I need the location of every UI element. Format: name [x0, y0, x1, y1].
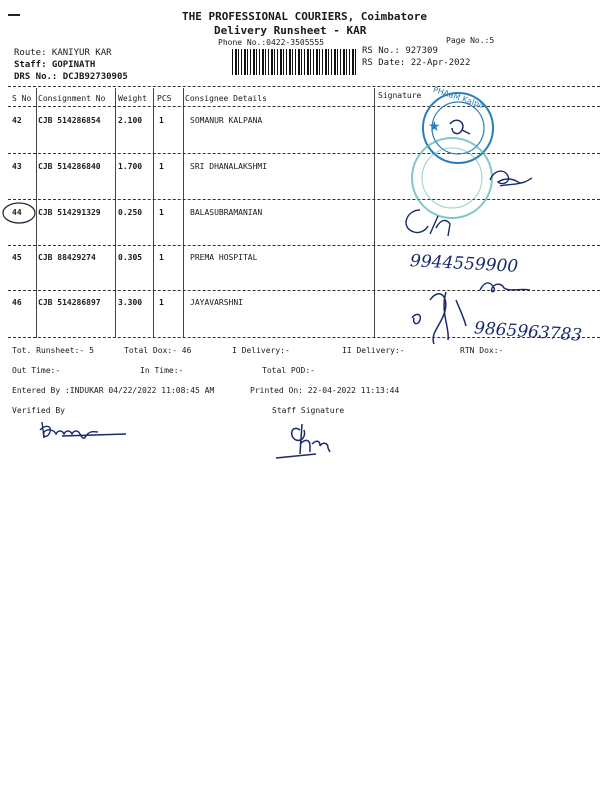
row-consignment: CJB 514286840 [38, 162, 101, 171]
row-consignee: SOMANUR KALPANA [190, 116, 263, 125]
route: Route: KANIYUR KAR [14, 48, 112, 58]
return-dox: RTN Dox:- [460, 346, 504, 355]
row-consignment: CJB 514291329 [38, 208, 101, 217]
out-time: Out Time:- [12, 366, 61, 375]
rs-number: RS No.: 927309 [362, 46, 438, 56]
phone-handwritten-46: 9865963783 [473, 318, 583, 346]
company-name: THE PROFESSIONAL COURIERS, Coimbatore [182, 10, 428, 23]
col-header-pcs: PCS [157, 94, 172, 103]
second-delivery: II Delivery:- [342, 346, 405, 355]
phone-handwritten-45: 9944559900 [409, 251, 519, 277]
row-weight: 1.700 [118, 162, 143, 171]
row-weight: 2.100 [118, 116, 143, 125]
row-pcs: 1 [159, 116, 164, 125]
col-header-sno: S No [12, 94, 32, 103]
svg-text:★: ★ [428, 119, 441, 135]
row-consignment: CJB 514286854 [38, 116, 101, 125]
page-number: Page No.:5 [446, 36, 495, 45]
row-consignee: BALASUBRAMANIAN [190, 208, 263, 217]
row-consignee: SRI DHANALAKSHMI [190, 162, 268, 171]
first-delivery: I Delivery:- [232, 346, 290, 355]
rs-date: RS Date: 22-Apr-2022 [362, 58, 471, 68]
total-pod: Total POD:- [262, 366, 315, 375]
col-header-weight: Weight [118, 94, 147, 103]
stamp-text: PHAaM Kalpa [431, 85, 485, 110]
row-sno: 44 [12, 208, 22, 217]
row-pcs: 1 [159, 208, 164, 217]
col-header-consignment: Consignment No [38, 94, 106, 103]
document-title: Delivery Runsheet - KAR [214, 24, 367, 37]
row-consignment: CJB 514286897 [38, 298, 101, 307]
row-sno: 43 [12, 162, 22, 171]
verified-by-label: Verified By [12, 406, 65, 415]
row-weight: 3.300 [118, 298, 143, 307]
printed-on: Printed On: 22-04-2022 11:13:44 [250, 386, 400, 395]
in-time: In Time:- [140, 366, 184, 375]
row-consignee: PREMA HOSPITAL [190, 253, 258, 262]
row-weight: 0.305 [118, 253, 143, 262]
row-pcs: 1 [159, 162, 164, 171]
row-consignment: CJB 88429274 [38, 253, 96, 262]
row-pcs: 1 [159, 253, 164, 262]
row-sno: 45 [12, 253, 22, 262]
staff: Staff: GOPINATH [14, 60, 96, 70]
row-sno: 46 [12, 298, 22, 307]
row-weight: 0.250 [118, 208, 143, 217]
staff-signature-label: Staff Signature [272, 406, 345, 415]
phone-number: Phone No.:0422-3505555 [218, 38, 324, 47]
col-header-signature: Signature [378, 91, 422, 100]
col-header-consignee: Consignee Details [185, 94, 267, 103]
total-runsheet: Tot. Runsheet:- 5 [12, 346, 94, 355]
drs-number: DRS No.: DCJB92730905 [14, 72, 128, 82]
row-consignee: JAYAVARSHNI [190, 298, 243, 307]
total-dox: Total Dox:- 46 [124, 346, 192, 355]
row-sno: 42 [12, 116, 22, 125]
entered-by: Entered By :INDUKAR 04/22/2022 11:08:45 AM [12, 386, 215, 395]
row-pcs: 1 [159, 298, 164, 307]
